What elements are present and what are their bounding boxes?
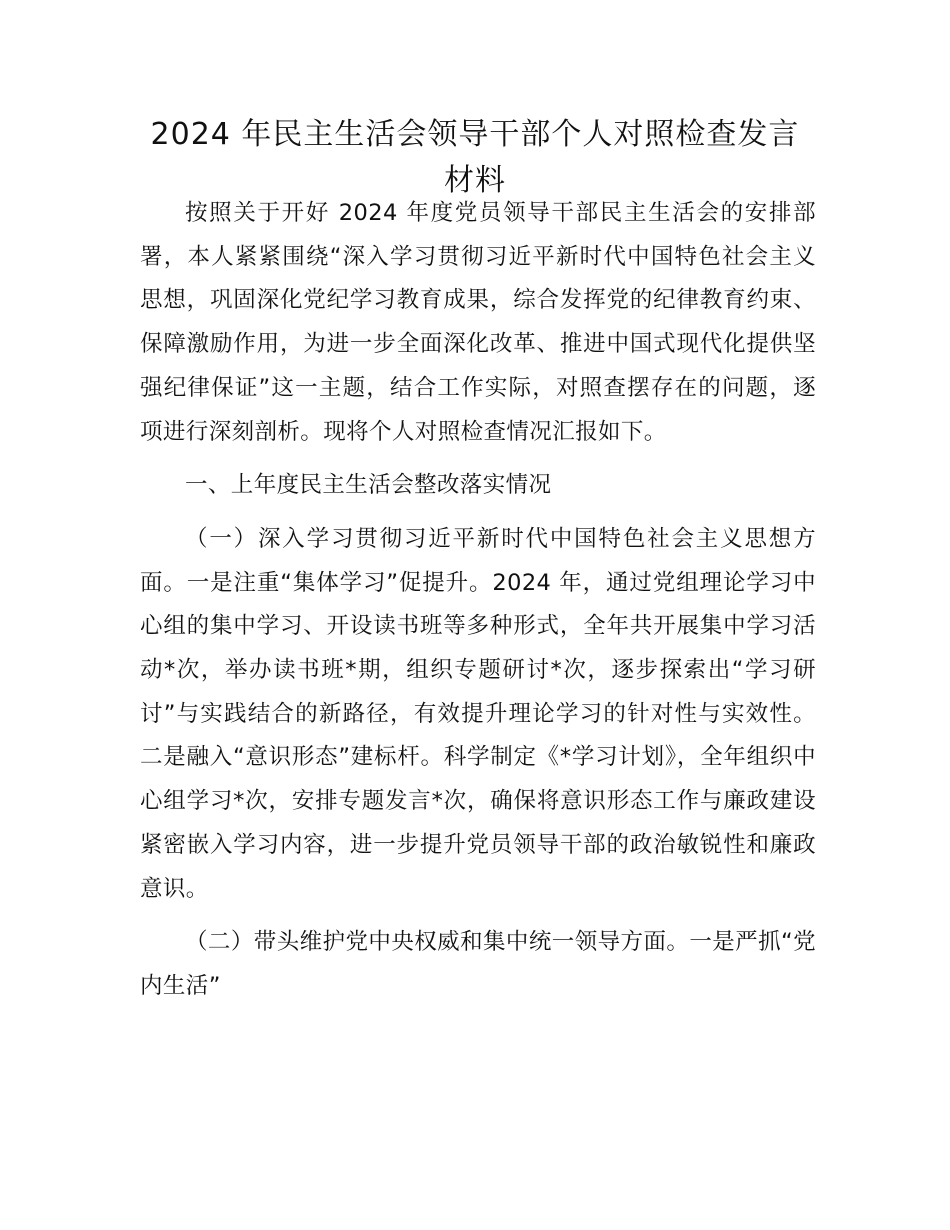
subsection-paragraph-1: （一）深入学习贯彻习近平新时代中国特色社会主义思想方面。一是注重“集体学习”促提升。2024 年，通过党组理论学习中心组的集中学习、开设读书班等多种形式，全年共开展集中学习活动*次，举办读书班*期，组织专题研讨*次，逐步探索出“学习研讨”与实践结合的新路径，有效提升理论学习的针对性与实效性。二是融入“意识形态”建标杆。科学制定《*学习计划》，全年组织中心组学习*次，安排专题发言*次，确保将意识形态工作与廉政建设紧密嵌入学习内容，进一步提升党员领导干部的政治敏锐性和廉政意识。	[140, 525, 816, 902]
document-body	[140, 192, 816, 1019]
subsection-paragraph-2: （二）带头维护党中央权威和集中统一领导方面。一是严抓“党内生活”	[140, 929, 816, 999]
section-heading: 一、上年度民主生活会整改落实情况	[185, 472, 552, 499]
document-title: 2024 年民主生活会领导干部个人对照检查发言材料	[150, 117, 800, 198]
intro-paragraph: 按照关于开好 2024 年度党员领导干部民主生活会的安排部署，本人紧紧围绕“深入学习贯彻习近平新时代中国特色社会主义思想，巩固深化党纪学习教育成果，综合发挥党的纪律教育约束、保障激励作用，为进一步全面深化改革、推进中国式现代化提供坚强纪律保证”这一主题，结合工作实际，对照查摆存在的问题，逐项进行深刻剖析。现将个人对照检查情况汇报如下。	[140, 200, 816, 445]
